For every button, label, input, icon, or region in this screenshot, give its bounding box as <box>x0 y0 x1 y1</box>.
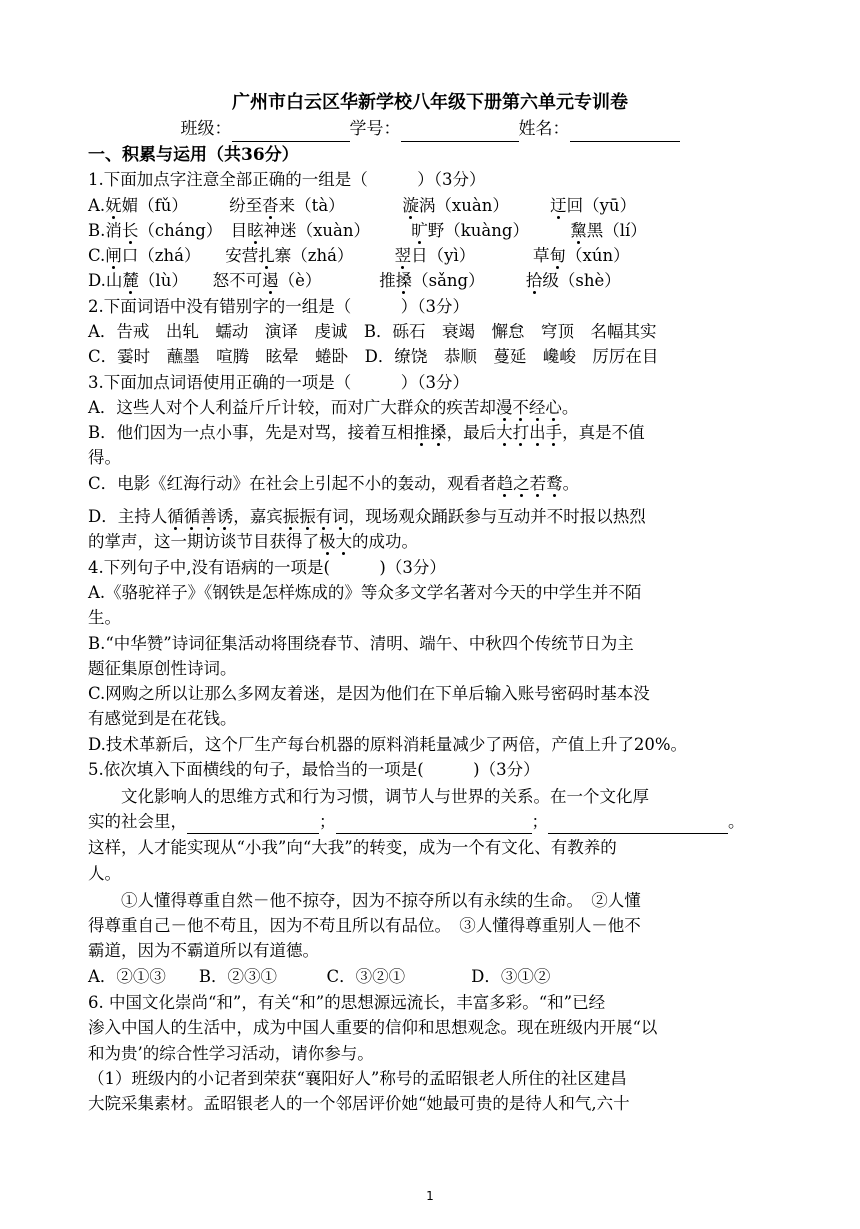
text-line: B.“中华赞”诗词征集活动将围绕春节、清明、端午、中秋四个传统节日为主 <box>88 634 634 653</box>
text-line: 的掌声，这一期访谈节目获得了极大的成功。 <box>88 532 418 551</box>
class-blank[interactable] <box>232 123 350 142</box>
answer-blank[interactable] <box>187 815 319 834</box>
text-line: C.闸口（zhá） 安营扎寨（zhá） 翌日（yì） 草甸（xún） <box>88 246 630 265</box>
text-line: C.网购之所以让那么多网友着迷，是因为他们在下单后输入账号密码时基本没 <box>88 684 650 703</box>
text-line: 大院采集素材。孟昭银老人的一个邻居评价她“她最可贵的是待人和气,六十 <box>88 1094 630 1113</box>
page-number: 1 <box>426 1189 434 1203</box>
name-label: 姓名： <box>518 119 570 139</box>
text-line: 渗入中国人的生活中，成为中国人重要的信仰和思想观念。现在班级内开展“以 <box>88 1018 658 1037</box>
answer-blank[interactable] <box>336 815 532 834</box>
student-info-line <box>0 116 860 142</box>
name-blank[interactable] <box>570 123 680 142</box>
text-line: C．电影《红海行动》在社会上引起不小的轰动，观看者趋之若鹜。 <box>88 474 580 493</box>
text-line: 6. 中国文化崇尚“和”，有关“和”的思想源远流长，丰富多彩。“和”已经 <box>88 993 606 1012</box>
text-line: B．他们因为一点小事，先是对骂，接着互相推搡，最后大打出手，真是不值 <box>88 423 645 442</box>
text-line: 3.下面加点词语使用正确的一项是（ ）（3分） <box>88 373 469 392</box>
punctuation: ； <box>531 812 548 831</box>
text-line: D．主持人循循善诱，嘉宾振振有词，现场观众踊跃参与互动并不时报以热烈 <box>88 507 646 526</box>
text-line: A．这些人对个人利益斤斤计较，而对广大群众的疾苦却漫不经心。 <box>88 398 579 417</box>
text-line: 4.下列句子中,没有语病的一项是( )（3分） <box>88 558 446 577</box>
text-line: 题征集原创性诗词。 <box>88 659 237 678</box>
text-line: 文化影响人的思维方式和行为习惯，调节人与世界的关系。在一个文化厚 <box>88 787 649 806</box>
id-label: 学号： <box>349 119 401 139</box>
text-line: 人。 <box>88 864 121 883</box>
text-line: 5.依次填入下面横线的句子，最恰当的一项是( )（3分） <box>88 760 540 779</box>
text-line: 霸道，因为不霸道所以有道德。 <box>88 941 319 960</box>
text-line: 1.下面加点字注意全部正确的一组是（ ）（3分） <box>88 170 486 189</box>
text-line: 得。 <box>88 448 121 467</box>
text-line: B.消长（cháng） 目眩神迷（xuàn） 旷野（kuàng） 黧黑（lí） <box>88 221 647 240</box>
text-line: D.山麓（lù） 怒不可遏（è） 推搡（sǎng） 拾级（shè） <box>88 271 621 290</box>
text-line: 有感觉到是在花钱。 <box>88 709 237 728</box>
text-line: （1）班级内的小记者到荣获“襄阳好人”称号的孟昭银老人所住的社区建昌 <box>88 1069 627 1088</box>
text-line: D.技术革新后，这个厂生产每台机器的原料消耗量减少了两倍，产值上升了20%。 <box>88 735 688 754</box>
class-label: 班级： <box>180 119 232 139</box>
section-heading: 一、积累与运用（共36分） <box>88 145 299 165</box>
text-line: 和为贵’的综合性学习活动，请你参与。 <box>88 1044 374 1063</box>
page-title: 广州市白云区华新学校八年级下册第六单元专训卷 <box>232 92 628 113</box>
text-line: A.妩媚（fǔ） 纷至沓来（tà） 漩涡（xuàn） 迂回（yū） <box>88 196 637 215</box>
text-line: 生。 <box>88 608 121 627</box>
punctuation: ； <box>319 812 336 831</box>
text-line: ①人懂得尊重自然－他不掠夺，因为不掠夺所以有永续的生命。 ②人懂 <box>88 891 641 910</box>
text-line: C．霎时 蘸墨 喧腾 眩晕 蜷卧 D．缭饶 恭顺 蔓延 巉峻 厉厉在目 <box>88 347 659 366</box>
text-line: 实的社会里， ； ； 。 <box>88 810 745 834</box>
answer-blank[interactable] <box>548 815 728 834</box>
text-line: A.《骆驼祥子》《钢铁是怎样炼成的》等众多文学名著对今天的中学生并不陌 <box>88 583 642 602</box>
text-line: A．告戒 出轧 蠕动 演译 虔诚 B．砾石 衰竭 懈怠 穹顶 名幅其实 <box>88 322 657 341</box>
punctuation: 。 <box>728 812 745 831</box>
text-line: 这样，人才能实现从“小我”向“大我”的转变，成为一个有文化、有教养的 <box>88 838 617 857</box>
text-line: 2.下面词语中没有错别字的一组是（ ）（3分） <box>88 297 469 316</box>
id-blank[interactable] <box>401 123 519 142</box>
text-line: 得尊重自己－他不苟且，因为不苟且所以有品位。 ③人懂得尊重别人－他不 <box>88 916 641 935</box>
text-line: A．②①③ B．②③① C．③②① D．③①② <box>88 967 551 986</box>
